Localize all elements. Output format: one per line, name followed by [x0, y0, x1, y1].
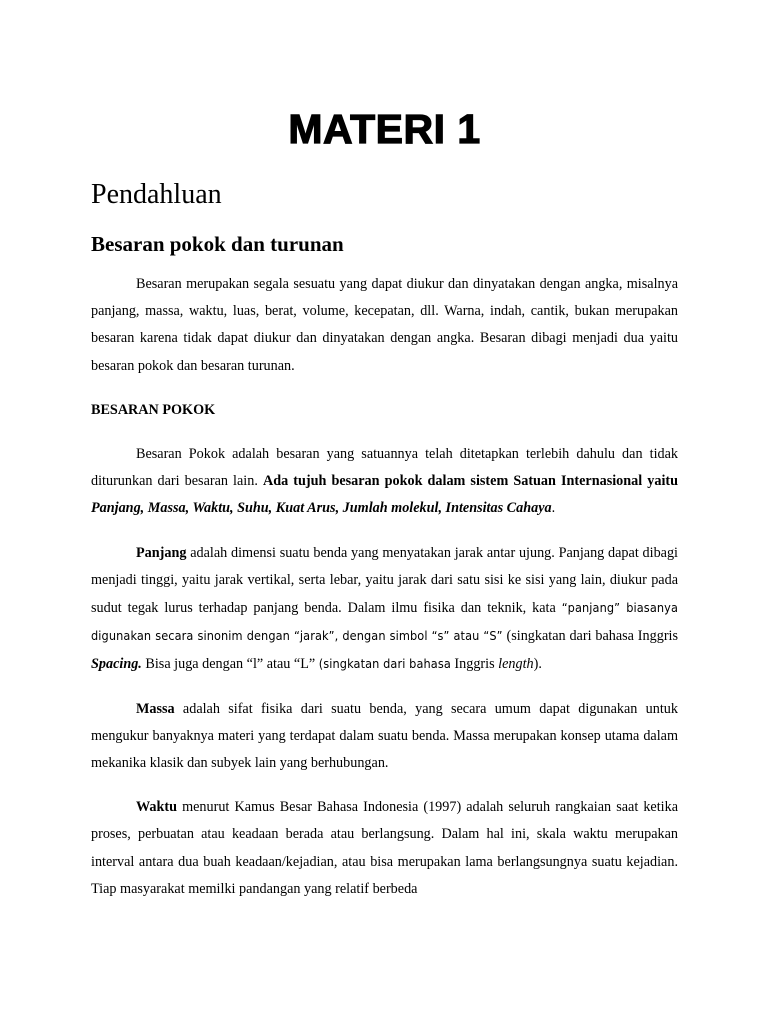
body-text [91, 271, 678, 903]
panjang-spacing: Spacing. [91, 656, 142, 673]
section-title: BESARAN POKOK [91, 401, 216, 418]
massa-term: Massa [136, 700, 175, 717]
panjang-text2: “panjang” biasanya digunakan secara sinonim dengan “jarak”, dengan simbol “s” atau “S” [91, 600, 678, 644]
pokok-list: Panjang, Massa, Waktu, Suhu, Kuat Arus, Jumlah molekul, Intensitas Cahaya [91, 500, 552, 517]
waktu-term: Waktu [136, 799, 178, 816]
intro-paragraph: Besaran merupakan segala sesuatu yang dapat diukur dan dinyatakan dengan angka, misalnya panjang, massa, waktu, luas, berat, volume, kecepatan, dll. Warna, indah, cantik, bukan merupakan besaran karena tidak dapat diukur dan dinyatakan dengan angka. Besaran dibagi menjadi dua yaitu besaran pokok dan besaran turunan. [91, 276, 678, 374]
panjang-text4: Bisa juga dengan “l” atau “L” [141, 656, 319, 673]
massa-text: adalah sifat fisika dari suatu benda, yang secara umum dapat digunakan untuk mengukur banyaknya materi yang terdapat dalam suatu benda. Massa merupakan konsep utama dalam mekanika klasik dan subyek lain yang berhubungan. [91, 700, 678, 772]
panjang-text7: ). [533, 656, 542, 673]
panjang-text1: adalah dimensi suatu benda yang menyatakan jarak antar ujung. Panjang dapat dibagi menjadi tinggi, yaitu jarak vertikal, serta lebar, yaitu jarak dari satu sisi ke sisi yang lain, diukur pada sudut tegak lurus terhadap panjang benda. Dalam ilmu fisika dan teknik, kata [91, 544, 678, 617]
panjang-text3: (singkatan dari bahasa Inggris [502, 628, 679, 645]
waktu-text: menurut Kamus Besar Bahasa Indonesia (1997) adalah seluruh rangkaian saat ketika proses, perbuatan atau keadaan berada atau berlangsung. Dalam hal ini, skala waktu merupakan interval antara dua buah keadaan/kejadian, atau bisa merupakan lama berlangsungnya suatu kejadian. Tiap masyarakat memilki pandangan yang relatif berbeda [91, 799, 678, 897]
panjang-text5: (singkatan dari bahasa [318, 656, 451, 672]
panjang-paragraph [91, 540, 678, 679]
panjang-term: Panjang [136, 544, 187, 561]
massa-paragraph [91, 696, 678, 778]
main-title: MATERI 1 [288, 106, 481, 152]
panjang-length: length [498, 656, 534, 673]
pokok-end: . [551, 500, 556, 517]
section-heading: Pendahluan [91, 179, 222, 210]
subsection-heading: Besaran pokok dan turunan [91, 232, 344, 256]
panjang-text6: Inggris [450, 656, 499, 673]
pokok-paragraph [91, 441, 678, 523]
pokok-bold: Ada tujuh besaran pokok dalam sistem Satuan Internasional yaitu [262, 473, 678, 490]
pokok-lead: Besaran Pokok adalah besaran yang satuannya telah ditetapkan terlebih dahulu dan tidak diturunkan dari besaran lain. [91, 446, 678, 490]
waktu-paragraph [91, 794, 678, 903]
